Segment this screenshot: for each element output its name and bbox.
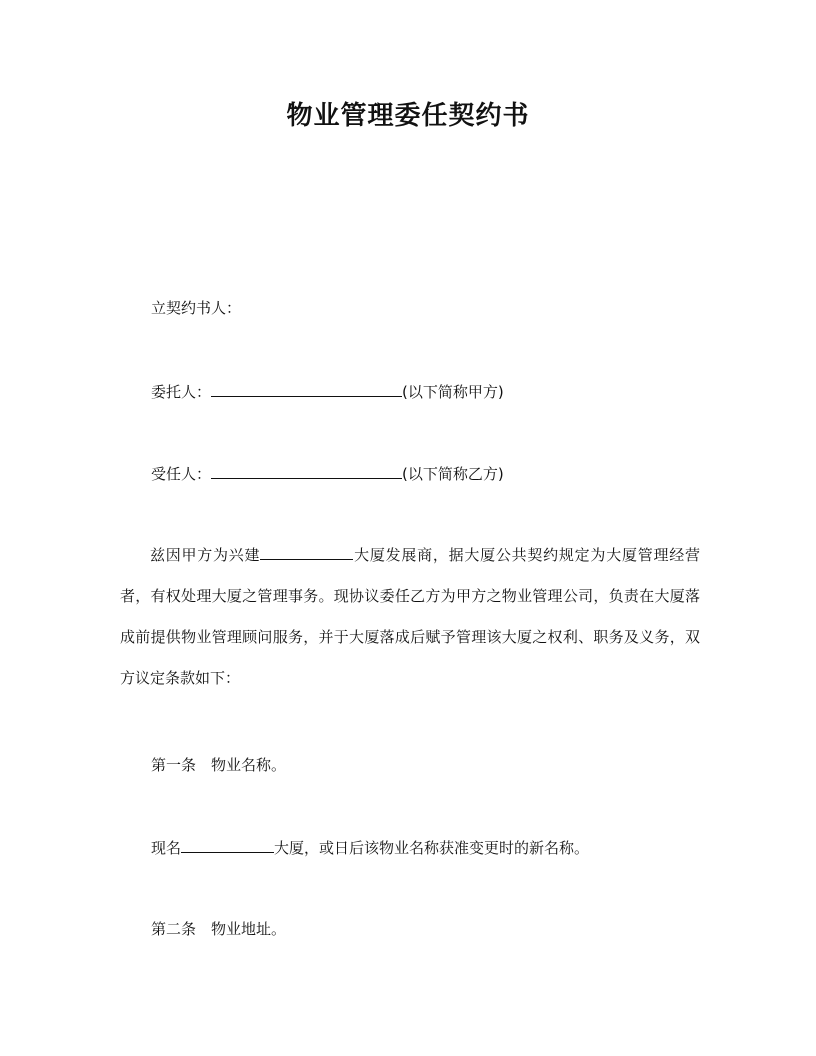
article1-body [151,837,589,858]
contracting-parties-label: 立契约书人： [151,299,242,317]
principal-name-blank [211,381,402,397]
article1-text-after: 大厦，或日后该物业名称获准变更时的新名称。 [274,839,590,857]
principal-label: 委托人： [151,383,212,401]
agent-suffix: (以下简称乙方) [402,465,504,483]
building-name-blank [260,544,353,560]
article1-heading: 第一条 物业名称。 [151,756,287,774]
agent-line [151,463,504,484]
principal-suffix: (以下简称甲方) [402,383,504,401]
document-title: 物业管理委任契约书 [286,101,530,131]
preamble-text-before: 兹因甲方为兴建 [150,546,261,564]
article1-text-before: 现名 [151,839,182,857]
preamble-text-after: 大厦发展商，据大厦公共契约规定为大厦管理经营者，有权处理大厦之管理事务。现协议委任乙方为甲方之物业管理公司，负责在大厦落成前提供物业管理顾问服务，并于大厦落成后赋予管理该大厦之权利、职务及义务，双方议定条款如下： [120,546,700,687]
property-name-blank [181,837,274,853]
principal-line [151,381,504,402]
agent-name-blank [211,463,402,479]
agent-label: 受任人： [151,465,212,483]
article2-heading: 第二条 物业地址。 [151,920,287,938]
preamble-paragraph [120,535,700,699]
